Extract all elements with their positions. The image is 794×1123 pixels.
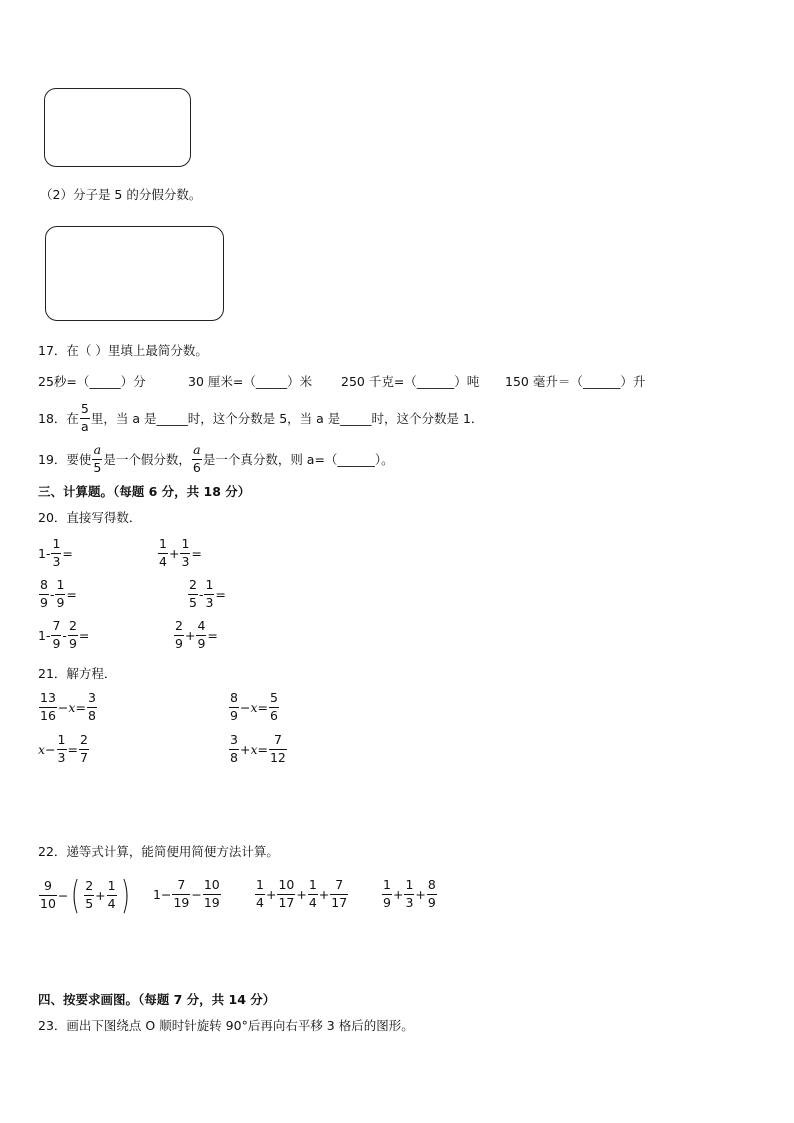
question-22-title: 22．递等式计算，能简便用简便方法计算。 [38, 844, 279, 859]
q20-expr-2: 1 4 + $\frac{1}{3}$ = [159, 536, 202, 569]
question-21-title: 21．解方程． [38, 666, 117, 681]
q18-fraction: 5 a [80, 401, 89, 434]
q20-expr-1: 1- $\frac{1}{3}$ = [38, 536, 73, 569]
q21-equation-1: 13 16 − x = $\frac{3}{8}$ [40, 690, 96, 723]
q21-equation-2: 8 9 − x = $\frac{5}{6}$ [230, 690, 278, 723]
q19-pre: 19．要使 [38, 452, 92, 467]
q20-expr-5: 1- 7 9 - $\frac{2}{9}$ = [38, 618, 90, 651]
q21-equation-4: 3 8 + x = $\frac{7}{12}$ [230, 732, 286, 765]
question-20-title: 20．直接写得数． [38, 510, 142, 525]
q21-equation-3: x − $\frac{1}{3}$ = $\frac{2}{7}$ [38, 732, 88, 765]
q19-mid: 是一个假分数， [103, 452, 191, 467]
section-4-heading: 四、按要求画图。（每题 7 分，共 14 分） [38, 992, 276, 1007]
q17-item-3: 250 千克=（______）吨 [341, 374, 480, 389]
question-16-2: （2）分子是 5 的分假分数。 [40, 187, 202, 202]
q18-pre: 18．在 [38, 411, 79, 426]
q22-calc-3: 1 4 + $\frac{10}{17}$ + $\frac{1}{4}$ + $\frac{7}{17}$ [256, 877, 348, 910]
q17-item-4: 150 毫升＝（______）升 [505, 374, 646, 389]
q19-fraction-2: a 6 [192, 442, 201, 475]
q20-expr-6: 2 9 + $\frac{4}{9}$ = [175, 618, 218, 651]
answer-box-1[interactable] [44, 88, 191, 167]
section-3-heading: 三、计算题。（每题 6 分，共 18 分） [38, 484, 251, 499]
q22-calc-1: 9 10 − ( 2 5 + $\frac{1}{4}$ ) [40, 873, 130, 917]
question-17-title: 17．在（ ）里填上最简分数。 [38, 343, 208, 358]
question-18 [38, 403, 483, 433]
q19-post: 是一个真分数，则 a=（______）。 [202, 452, 394, 467]
q17-item-2: 30 厘米=（_____）米 [188, 374, 313, 389]
question-23: 23．画出下图绕点 O 顺时针旋转 90°后再向右平移 3 格后的图形。 [38, 1018, 414, 1033]
q20-expr-4: 2 5 - $\frac{1}{3}$ = [189, 577, 226, 610]
q18-post: 里，当 a 是_____时，这个分数是 5，当 a 是_____时，这个分数是 1． [90, 411, 484, 426]
answer-box-2[interactable] [45, 226, 224, 321]
q20-expr-3: 8 9 - $\frac{1}{9}$ = [40, 577, 77, 610]
q19-fraction-1: a 5 [93, 442, 102, 475]
question-19 [38, 444, 394, 474]
q22-calc-2: 1− $\frac{7}{19}$ − $\frac{10}{19}$ [153, 877, 220, 910]
q17-item-1: 25秒=（_____）分 [38, 374, 146, 389]
q22-calc-4: 1 9 + $\frac{1}{3}$ + $\frac{8}{9}$ [383, 877, 436, 910]
